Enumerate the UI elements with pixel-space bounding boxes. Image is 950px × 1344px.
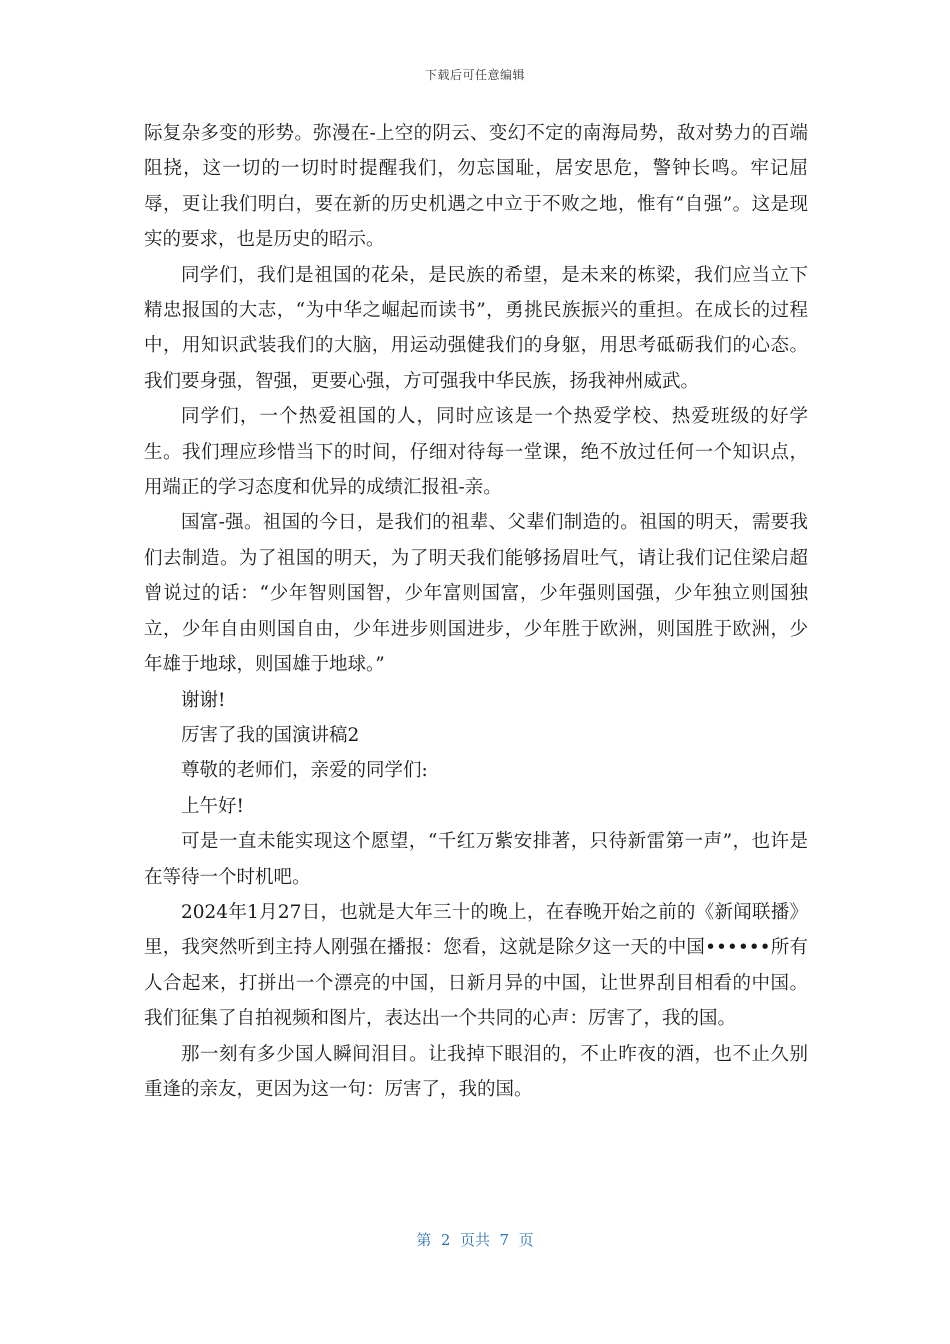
paragraph-7: 那一刻有多少国人瞬间泪目。让我掉下眼泪的，不止昨夜的酒，也不止久别重逢的亲友，更因为这一句：厉害了，我的国。 <box>144 1043 808 1100</box>
paragraph-good-morning: 上午好! <box>181 795 244 817</box>
paragraph-6: 2024年1月27日，也就是大年三十的晚上，在春晚开始之前的《新闻联播》里，我突然听到主持人刚强在播报：您看，这就是除夕这一天的中国••••••所有人合起来，打拼出一个漂亮的中国，日新月异的中国，让世界刮目相看的中国。我们征集了自拍视频和图片，表达出一个共同的心声：厉害了，我的国。 <box>144 901 808 1030</box>
paragraph-thanks: 谢谢! <box>181 689 226 711</box>
header-note: 下载后可任意编辑 <box>424 68 525 82</box>
page-number: 第 2 页共 7 页 <box>416 1231 534 1249</box>
paragraph-4: 国富-强。祖国的今日，是我们的祖辈、父辈们制造的。祖国的明天，需要我们去制造。为了祖国的明天，为了明天我们能够扬眉吐气，请让我们记住梁启超曾说过的话：“少年智则国智，少年富则国富，少年强则国强，少年独立则国独立，少年自由则国自由，少年进步则国进步，少年胜于欧洲，则国胜于欧洲，少年雄于地球，则国雄于地球。” <box>144 512 808 676</box>
paragraph-greeting: 尊敬的老师们，亲爱的同学们: <box>181 760 428 782</box>
document-body <box>144 116 808 1107</box>
paragraph-5: 可是一直未能实现这个愿望，“千红万紫安排著，只待新雷第一声”，也许是在等待一个时机吧。 <box>144 831 808 888</box>
paragraph-3: 同学们，一个热爱祖国的人，同时应该是一个热爱学校、热爱班级的好学生。我们理应珍惜当下的时间，仔细对待每一堂课，绝不放过任何一个知识点，用端正的学习态度和优异的成绩汇报祖-亲。 <box>144 406 808 499</box>
section-title: 厉害了我的国演讲稿2 <box>181 724 360 746</box>
paragraph-2: 同学们，我们是祖国的花朵，是民族的希望，是未来的栋梁，我们应当立下精忠报国的大志，“为中华之崛起而读书”，勇挑民族振兴的重担。在成长的过程中，用知识武装我们的大脑，用运动强健我们的身躯，用思考砥砺我们的心态。我们要身强，智强，更要心强，方可强我中华民族，扬我神州威武。 <box>144 264 808 392</box>
paragraph-1: 际复杂多变的形势。弥漫在-上空的阴云、变幻不定的南海局势，敌对势力的百端阻挠，这一切的一切时时提醒我们，勿忘国耻，居安思危，警钟长鸣。牢记屈辱，更让我们明白，要在新的历史机遇之中立于不败之地，惟有“自强”。这是现实的要求，也是历史的昭示。 <box>144 123 808 251</box>
